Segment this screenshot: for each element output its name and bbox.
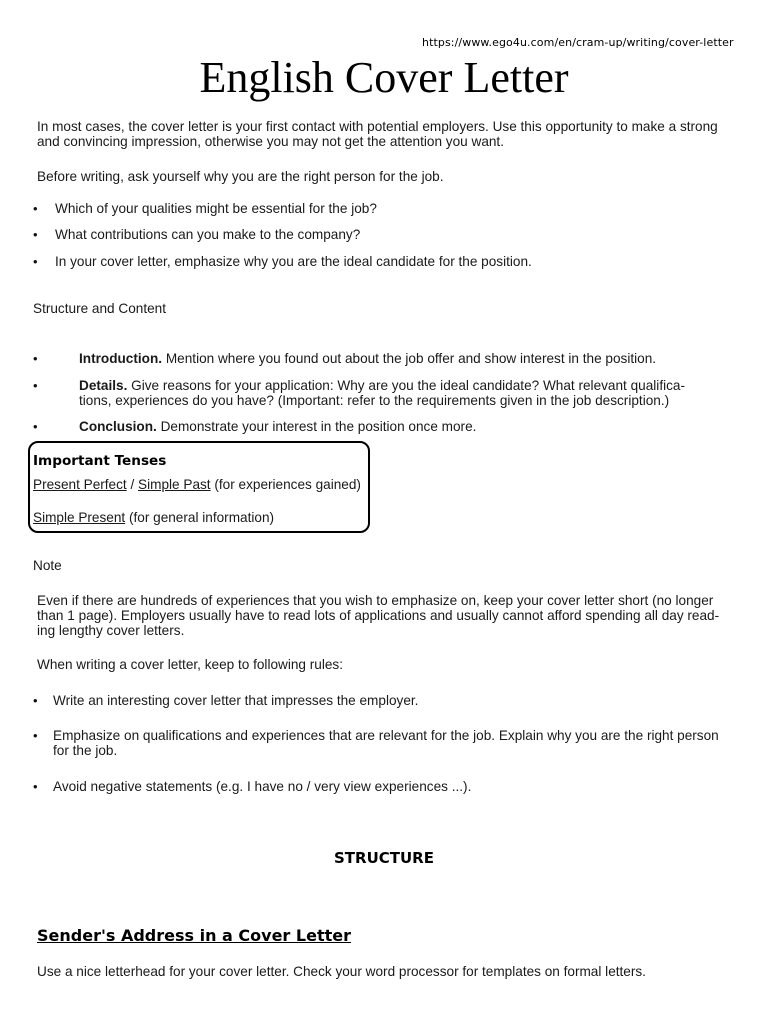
experiences-note: (for experiences gained) (210, 477, 361, 492)
note-line-1: Even if there are hundreds of experiences that you wish to emphasize on, keep your cover letter short (no longer (37, 593, 714, 608)
structure-item-conclusion (79, 419, 476, 434)
bullet-icon: • (33, 779, 38, 794)
sender-address-text: Use a nice letterhead for your cover letter. Check your word processor for templates on formal letters. (37, 964, 646, 979)
question-item: Which of your qualities might be essential for the job? (55, 201, 377, 216)
source-url: https://www.ego4u.com/en/cram-up/writing/cover-letter (422, 36, 734, 49)
tenses-box-title: Important Tenses (33, 453, 167, 469)
structure-item-introduction (79, 351, 656, 366)
rule-item-cont: for the job. (53, 743, 118, 758)
intro-line-1: In most cases, the cover letter is your first contact with potential employers. Use this opportunity to make a strong (37, 119, 718, 134)
structure-text: Demonstrate your interest in the position once more. (160, 419, 477, 434)
bullet-icon: • (33, 254, 38, 269)
structure-term: Introduction. (79, 351, 163, 366)
tenses-line-2 (33, 510, 274, 525)
structure-item-details (79, 378, 685, 393)
question-item: In your cover letter, emphasize why you are the ideal candidate for the position. (55, 254, 532, 269)
question-item: What contributions can you make to the company? (55, 227, 361, 242)
page-title: English Cover Letter (199, 53, 569, 102)
bullet-icon: • (33, 351, 38, 366)
note-line-2: than 1 page). Employers usually have to read lots of applications and usually cannot afford spending all day read- (37, 608, 720, 623)
structure-heading: STRUCTURE (334, 849, 434, 867)
intro-line-2: and convincing impression, otherwise you may not get the attention you want. (37, 134, 504, 149)
structure-item-details-cont: tions, experiences do you have? (Important: refer to the requirements given in the job description.) (79, 393, 670, 408)
simple-present-link: Simple Present (33, 510, 126, 525)
before-writing-text: Before writing, ask yourself why you are the right person for the job. (37, 169, 444, 184)
bullet-icon: • (33, 201, 38, 216)
note-line-3: ing lengthy cover letters. (37, 623, 185, 638)
structure-text: Give reasons for your application: Why are you the ideal candidate? What relevant qualifica- (131, 378, 686, 393)
rules-intro: When writing a cover letter, keep to following rules: (37, 657, 344, 672)
simple-past-link: Simple Past (138, 477, 211, 492)
structure-content-label: Structure and Content (33, 301, 166, 316)
structure-term: Details. (79, 378, 128, 393)
bullet-icon: • (33, 378, 38, 393)
rule-item: Avoid negative statements (e.g. I have no / very view experiences ...). (53, 779, 472, 794)
bullet-icon: • (33, 227, 38, 242)
rule-item: Emphasize on qualifications and experiences that are relevant for the job. Explain why you are the right person (53, 728, 719, 743)
tenses-line-1 (33, 477, 361, 492)
tenses-separator: / (126, 477, 139, 492)
note-label: Note (33, 558, 62, 573)
present-perfect-link: Present Perfect (33, 477, 127, 492)
bullet-icon: • (33, 728, 38, 743)
general-note: (for general information) (125, 510, 275, 525)
bullet-icon: • (33, 693, 38, 708)
bullet-icon: • (33, 419, 38, 434)
rule-item: Write an interesting cover letter that impresses the employer. (53, 693, 419, 708)
structure-text: Mention where you found out about the job offer and show interest in the position. (165, 351, 657, 366)
sender-address-heading: Sender's Address in a Cover Letter (37, 926, 351, 945)
structure-term: Conclusion. (79, 419, 157, 434)
